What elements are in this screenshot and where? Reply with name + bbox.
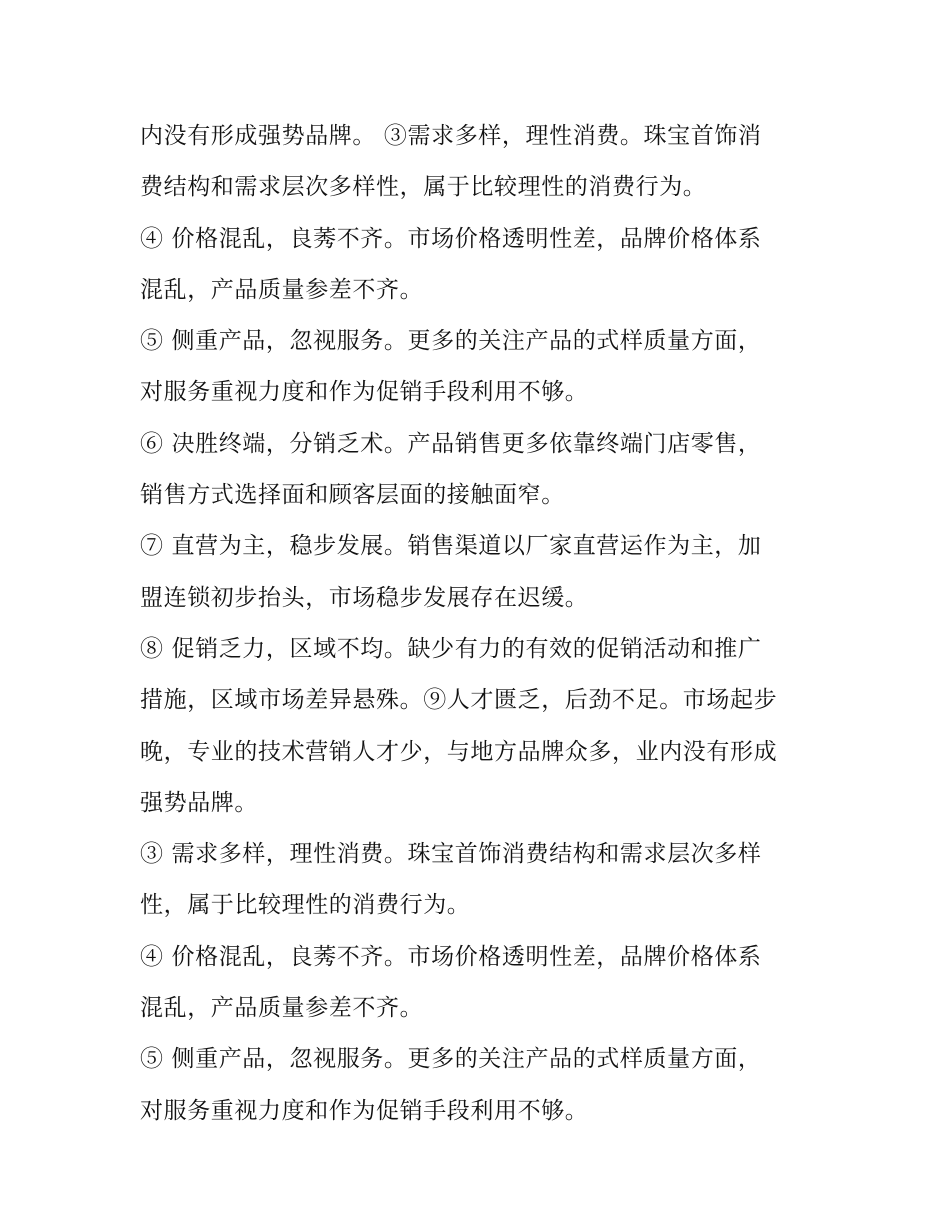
- text-line: 对服务重视力度和作为促销手段利用不够。: [140, 379, 589, 406]
- document-body: [140, 111, 830, 1137]
- text-line: ③ 需求多样，理性消费。珠宝首饰消费结构和需求层次多样: [140, 841, 762, 868]
- text-line: 强势品牌。: [140, 789, 258, 816]
- text-line: ⑧ 促销乏力，区域不均。缺少有力的有效的促销活动和推广: [140, 635, 762, 662]
- text-line: 性，属于比较理性的消费行为。: [140, 892, 471, 919]
- text-line: ④ 价格混乱，良莠不齐。市场价格透明性差，品牌价格体系: [140, 943, 762, 970]
- text-line: ④ 价格混乱，良莠不齐。市场价格透明性差，品牌价格体系: [140, 225, 762, 252]
- text-line: 措施，区域市场差异悬殊。⑨人才匮乏，后劲不足。市场起步: [140, 687, 778, 714]
- text-line: 销售方式选择面和顾客层面的接触面窄。: [140, 482, 565, 509]
- text-line: 内没有形成强势品牌。 ③需求多样，理性消费。珠宝首饰消: [140, 123, 762, 149]
- text-line: 对服务重视力度和作为促销手段利用不够。: [140, 1097, 589, 1124]
- text-line: 混乱，产品质量参差不齐。: [140, 276, 424, 303]
- text-line: ⑦ 直营为主，稳步发展。销售渠道以厂家直营运作为主，加: [140, 533, 762, 560]
- text-line: 费结构和需求层次多样性，属于比较理性的消费行为。: [140, 174, 707, 201]
- text-line: 盟连锁初步抬头，市场稳步发展存在迟缓。: [140, 584, 589, 611]
- text-line: 混乱，产品质量参差不齐。: [140, 995, 424, 1022]
- text-line: 晚，专业的技术营销人才少，与地方品牌众多，业内没有形成: [140, 738, 778, 765]
- text-line: ⑤ 侧重产品，忽视服务。更多的关注产品的式样质量方面，: [140, 1046, 762, 1073]
- text-line: ⑤ 侧重产品，忽视服务。更多的关注产品的式样质量方面，: [140, 328, 762, 355]
- text-line: ⑥ 决胜终端，分销乏术。产品销售更多依靠终端门店零售，: [140, 430, 762, 457]
